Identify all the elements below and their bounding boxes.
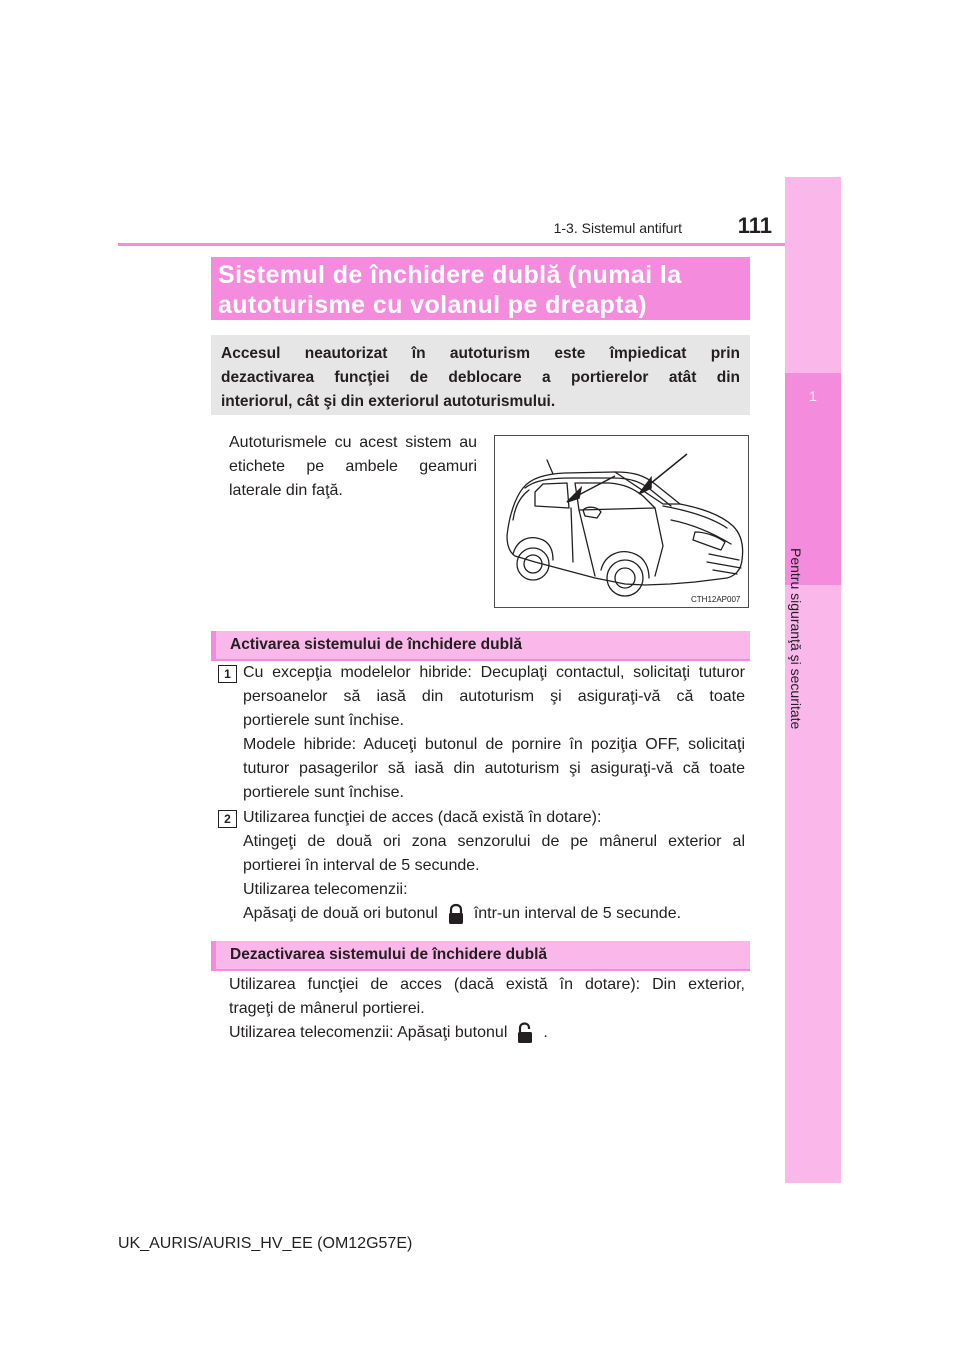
chapter-number: 1 xyxy=(809,388,817,404)
step-1-line-6: portierele sunt închise. xyxy=(243,784,404,801)
deactivation-line-3-start: Utilizarea telecomenzii: Apăsaţi butonul xyxy=(229,1024,508,1041)
step-2-line-1: Utilizarea funcţiei de acces (dacă există în dotare): xyxy=(243,809,602,826)
deactivation-line-3 xyxy=(229,1021,745,1045)
deactivation-heading-rule xyxy=(211,969,750,971)
step-1-line-3: portierele sunt închise. xyxy=(243,712,404,729)
page-title-line-2: autoturisme cu volanul pe dreapta) xyxy=(218,291,647,319)
section-title: 1-3. Sistemul antifurt xyxy=(553,220,682,236)
step-2-line-2: Atingeţi de două ori zona senzorului de pe mânerul exterior al xyxy=(243,833,745,850)
labels-paragraph xyxy=(229,431,477,503)
labels-line-1: Autoturismele cu acest sistem au xyxy=(229,434,477,451)
lock-icon xyxy=(446,903,466,925)
step-2-text xyxy=(243,806,745,926)
step-2-line-3: portierei în interval de 5 secunde. xyxy=(243,857,480,874)
page-title-banner xyxy=(211,257,750,320)
intro-line-2: dezactivarea funcţiei de deblocare a portierelor atât din xyxy=(221,369,740,386)
step-1-badge: 1 xyxy=(218,665,237,683)
step-1-line-1: Cu excepţia modelelor hibride: Decuplaţi contactul, solicitaţi tuturor xyxy=(243,664,745,681)
deactivation-heading: Dezactivarea sistemului de închidere dublă xyxy=(211,941,750,969)
page-title-line-1: Sistemul de închidere dublă (numai la xyxy=(218,261,682,289)
intro-box xyxy=(211,335,750,415)
step-2-line-5 xyxy=(243,902,745,926)
figure-code: CTH12AP007 xyxy=(691,595,741,604)
step-2-badge: 2 xyxy=(218,810,237,828)
deactivation-text xyxy=(229,973,745,1045)
step-1-line-2: persoanelor să iasă din autoturism şi asiguraţi-vă că toate xyxy=(243,688,745,705)
car-illustration xyxy=(494,435,749,608)
deactivation-line-1: Utilizarea funcţiei de acces (dacă există în dotare): Din exterior, xyxy=(229,976,745,993)
step-2-line-4: Utilizarea telecomenzii: xyxy=(243,881,408,898)
step-1-line-5: tuturor pasagerilor să iasă din autoturism şi asiguraţi-vă că toate xyxy=(243,760,745,777)
intro-line-3: interiorul, cât şi din exteriorul autoturismului. xyxy=(221,393,556,410)
activation-heading: Activarea sistemului de închidere dublă xyxy=(211,631,750,659)
header-divider xyxy=(118,243,840,246)
deactivation-line-3-end: . xyxy=(543,1024,548,1041)
chapter-title: Pentru siguranţă şi securitate xyxy=(788,548,804,730)
labels-line-2: etichete pe ambele geamuri xyxy=(229,458,477,475)
step-1-line-4: Modele hibride: Aduceţi butonul de pornire în poziţia OFF, solicitaţi xyxy=(243,736,745,753)
unlock-icon xyxy=(515,1022,535,1044)
step-1-text xyxy=(243,661,745,805)
page-number: 111 xyxy=(737,213,772,238)
intro-line-1: Accesul neautorizat în autoturism este împiedicat prin xyxy=(221,345,740,362)
labels-line-3: laterale din faţă. xyxy=(229,482,343,499)
deactivation-line-2: trageţi de mânerul portierei. xyxy=(229,1000,425,1017)
document-footer: UK_AURIS/AURIS_HV_EE (OM12G57E) xyxy=(118,1235,413,1252)
step-2-line-5-start: Apăsaţi de două ori butonul xyxy=(243,905,438,922)
step-2-line-5-end: într-un interval de 5 secunde. xyxy=(473,905,682,922)
car-drawing xyxy=(495,436,748,607)
